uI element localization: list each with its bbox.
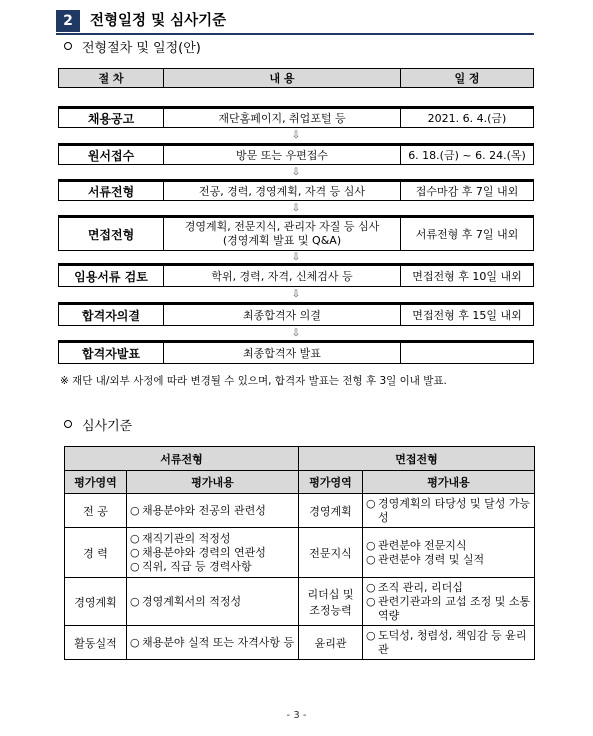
doc-area: 전 공 [65, 494, 127, 528]
down-arrow-icon: ⇩ [291, 167, 301, 178]
schedule-step-row [58, 340, 534, 364]
step-name: 합격자의결 [59, 305, 164, 325]
doc-area: 경영계획 [65, 578, 127, 626]
step-name: 합격자발표 [59, 343, 164, 363]
table-row [65, 578, 535, 626]
schedule-step-row [58, 215, 534, 251]
int-item: 관련기관과의 교섭 조정 및 소통역량 [378, 594, 531, 622]
table-row [65, 494, 535, 528]
circle-bullet-icon [64, 42, 72, 50]
down-arrow-icon: ⇩ [291, 252, 301, 263]
doc-item: 채용분야와 경력의 연관성 [142, 545, 266, 559]
int-area: 리더십 및 조정능력 [299, 578, 363, 626]
bullet-icon: ○ [366, 538, 376, 552]
int-item: 관련분야 전문지식 [378, 538, 467, 552]
schedule-step-row [58, 143, 534, 165]
bullet-icon: ○ [366, 580, 376, 594]
doc-item: 직위, 직급 등 경력사항 [142, 559, 252, 573]
step-date [401, 343, 533, 363]
col-header: 평가내용 [127, 471, 299, 494]
step-name: 임용서류 검토 [59, 266, 164, 286]
header-date: 일 정 [454, 72, 480, 85]
down-arrow-icon: ⇩ [291, 289, 301, 300]
circle-bullet-icon [64, 420, 72, 428]
group-header-document: 서류전형 [65, 447, 299, 471]
step-content: 전공, 경력, 경영계획, 자격 등 심사 [164, 182, 401, 200]
col-header: 평가내용 [363, 471, 535, 494]
int-item: 관련분야 경력 및 실적 [378, 552, 485, 566]
doc-item: 채용분야와 전공의 관련성 [142, 503, 266, 517]
int-area: 전문지식 [299, 528, 363, 578]
down-arrow-icon: ⇩ [291, 328, 301, 339]
bullet-icon: ○ [366, 594, 376, 608]
schedule-step-row [58, 302, 534, 326]
step-name: 채용공고 [59, 109, 164, 127]
down-arrow-icon: ⇩ [291, 130, 301, 141]
bullet-icon: ○ [130, 635, 140, 649]
step-date: 접수마감 후 7일 내외 [415, 185, 519, 198]
bullet-icon: ○ [366, 496, 376, 510]
bullet-icon: ○ [130, 531, 140, 545]
doc-item: 경영계획서의 적정성 [142, 594, 242, 608]
schedule-step-row [58, 179, 534, 201]
bullet-icon: ○ [130, 594, 140, 608]
col-header: 평가영역 [65, 471, 127, 494]
doc-items [127, 528, 299, 578]
step-date: 면접전형 후 15일 내외 [412, 309, 522, 322]
int-item: 경영계획의 타당성 및 달성 가능성 [378, 496, 531, 524]
doc-item: 재직기관의 적정성 [142, 531, 231, 545]
step-date: 면접전형 후 10일 내외 [412, 270, 522, 283]
criteria-column-header-row [65, 471, 535, 494]
page-number: - 3 - [286, 710, 307, 721]
step-content-line: 경영계획, 전문지식, 관리자 자질 등 심사 [184, 220, 380, 233]
table-row [65, 626, 535, 660]
bullet-icon: ○ [130, 559, 140, 573]
section-number: 2 [56, 10, 80, 32]
group-header-interview: 면접전형 [299, 447, 535, 471]
step-content: 재단홈페이지, 취업포털 등 [164, 109, 401, 127]
section-title: 전형일정 및 심사기준 [90, 13, 227, 29]
step-content: 최종합격자 발표 [164, 343, 401, 363]
col-header: 평가영역 [299, 471, 363, 494]
int-items [363, 528, 535, 578]
section-underline [56, 33, 534, 35]
header-step: 절 차 [59, 69, 164, 87]
step-name: 면접전형 [59, 218, 164, 250]
bullet-icon: ○ [366, 628, 376, 642]
bullet-icon: ○ [130, 503, 140, 517]
step-content: 최종합격자 의결 [164, 305, 401, 325]
step-name: 서류전형 [59, 182, 164, 200]
doc-items [127, 494, 299, 528]
schedule-header-row [58, 68, 534, 88]
header-content: 내 용 [164, 69, 401, 87]
step-date: 6. 18.(금) ~ 6. 24.(목) [408, 149, 526, 162]
schedule-note: ※ 재단 내/외부 사정에 따라 변경될 수 있으며, 합격자 발표는 전형 후 3일 이내 발표. [60, 375, 447, 387]
step-name: 원서접수 [59, 146, 164, 164]
int-item: 조직 관리, 리더십 [378, 580, 463, 594]
table-row [65, 528, 535, 578]
schedule-heading-text: 전형절차 및 일정(안) [82, 41, 201, 56]
doc-items [127, 626, 299, 660]
schedule-step-row [58, 106, 534, 128]
doc-item: 채용분야 실적 또는 자격사항 등 [142, 635, 295, 649]
int-item: 도덕성, 청렴성, 책임감 등 윤리관 [378, 628, 527, 656]
int-items [363, 626, 535, 660]
section-header [56, 10, 534, 34]
step-content [164, 218, 401, 250]
criteria-heading [64, 419, 132, 435]
down-arrow-icon: ⇩ [291, 203, 301, 214]
int-items [363, 494, 535, 528]
step-date: 서류전형 후 7일 내외 [415, 228, 519, 241]
bullet-icon: ○ [366, 552, 376, 566]
bullet-icon: ○ [130, 545, 140, 559]
criteria-table [64, 446, 535, 660]
schedule-step-row [58, 263, 534, 287]
step-content: 방문 또는 우편접수 [164, 146, 401, 164]
step-content: 학위, 경력, 자격, 신체검사 등 [164, 266, 401, 286]
doc-area: 경 력 [65, 528, 127, 578]
int-items [363, 578, 535, 626]
doc-items [127, 578, 299, 626]
schedule-heading [64, 41, 201, 57]
step-content-line: (경영계획 발표 및 Q&A) [222, 234, 342, 247]
doc-area: 활동실적 [65, 626, 127, 660]
int-area: 윤리관 [299, 626, 363, 660]
int-area: 경영계획 [299, 494, 363, 528]
criteria-heading-text: 심사기준 [82, 419, 133, 434]
step-date: 2021. 6. 4.(금) [427, 112, 507, 125]
criteria-group-header-row [65, 447, 535, 471]
